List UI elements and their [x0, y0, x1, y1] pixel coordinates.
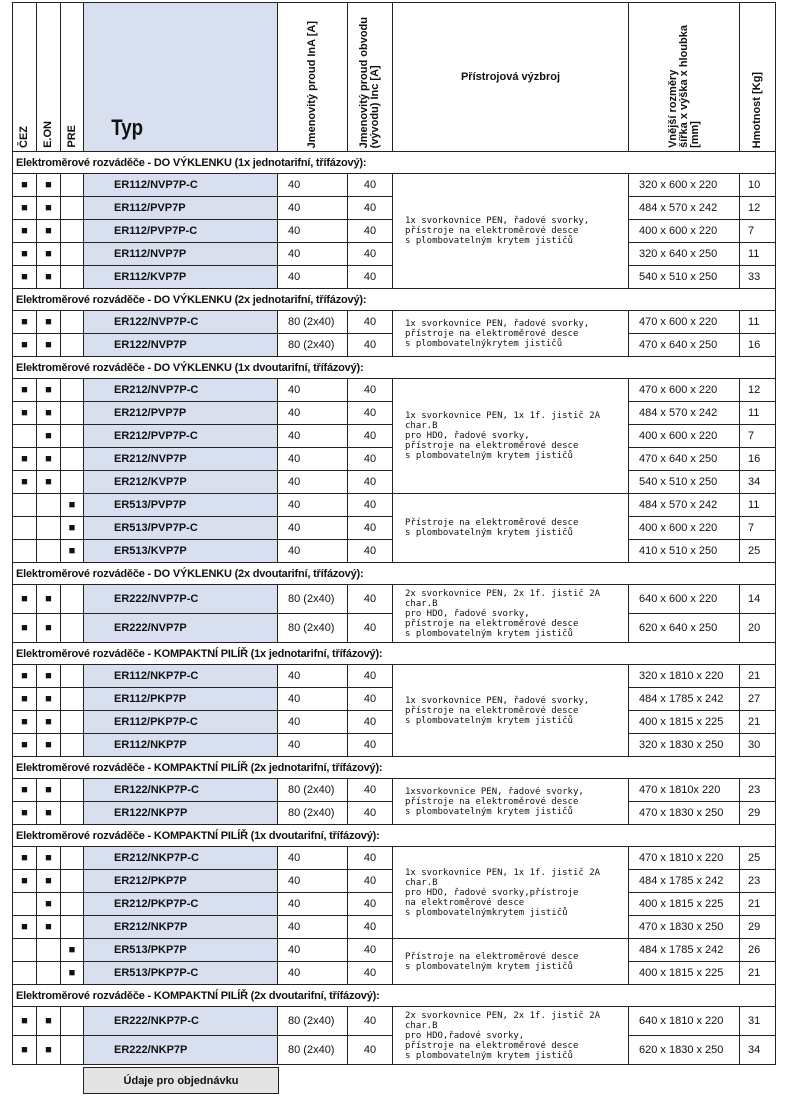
circuit-current-cell: 40 — [348, 334, 393, 357]
type-cell: ER513/PVP7P-C — [84, 517, 278, 540]
rated-current-cell: 40 — [278, 540, 348, 563]
eon-mark: ■ — [37, 711, 61, 734]
weight-cell: 34 — [740, 1036, 776, 1065]
section-title: Elektroměrové rozváděče - DO VÝKLENKU (2x dvoutarifní, třífázový): — [13, 563, 776, 585]
pre-mark — [61, 448, 84, 471]
equipment-cell: 2x svorkovnice PEN, 2x 1f. jistič 2A char.B pro HDO, řadové svorky, přístroje na elektroměrové desce s plombovatelným krytem jističů — [393, 585, 629, 643]
type-cell: ER122/NVP7P — [84, 334, 278, 357]
type-cell: ER222/NKP7P-C — [84, 1007, 278, 1036]
type-cell: ER212/PVP7P — [84, 402, 278, 425]
dimensions-cell: 320 x 1810 x 220 — [629, 665, 740, 688]
cez-mark: ■ — [13, 402, 37, 425]
eon-mark — [37, 517, 61, 540]
dimensions-cell: 470 x 1810 x 220 — [629, 847, 740, 870]
circuit-current-cell: 40 — [348, 266, 393, 289]
dimensions-cell: 484 x 1785 x 242 — [629, 939, 740, 962]
dimensions-cell: 484 x 1785 x 242 — [629, 870, 740, 893]
equipment-cell: 2x svorkovnice PEN, 2x 1f. jistič 2A char.B pro HDO,řadové svorky, přístroje na elektroměrové desce s plombovatelným krytem jističů — [393, 1007, 629, 1065]
equipment-cell: Přístroje na elektroměrové desce s plombovatelným krytem jističů — [393, 939, 629, 985]
section-header — [13, 152, 776, 174]
section-header — [13, 757, 776, 779]
circuit-current-cell: 40 — [348, 379, 393, 402]
cez-mark: ■ — [13, 266, 37, 289]
eon-mark: ■ — [37, 870, 61, 893]
weight-cell: 30 — [740, 734, 776, 757]
pre-mark — [61, 916, 84, 939]
table-row — [13, 1007, 776, 1036]
cez-mark: ■ — [13, 614, 37, 643]
rated-current-cell: 80 (2x40) — [278, 585, 348, 614]
weight-cell: 12 — [740, 197, 776, 220]
circuit-current-cell: 40 — [348, 614, 393, 643]
dimensions-cell: 400 x 1815 x 225 — [629, 893, 740, 916]
pre-mark — [61, 734, 84, 757]
circuit-current-cell: 40 — [348, 939, 393, 962]
rated-current-cell: 40 — [278, 962, 348, 985]
weight-cell: 29 — [740, 916, 776, 939]
type-cell: ER112/NVP7P-C — [84, 174, 278, 197]
section-header — [13, 825, 776, 847]
rated-current-cell: 80 (2x40) — [278, 802, 348, 825]
cez-mark: ■ — [13, 471, 37, 494]
cez-mark: ■ — [13, 1036, 37, 1065]
weight-cell: 21 — [740, 665, 776, 688]
table-row — [13, 665, 776, 688]
weight-cell: 33 — [740, 266, 776, 289]
eon-mark: ■ — [37, 802, 61, 825]
eon-mark: ■ — [37, 448, 61, 471]
pre-mark — [61, 688, 84, 711]
type-cell: ER222/NVP7P-C — [84, 585, 278, 614]
circuit-current-cell: 40 — [348, 540, 393, 563]
rated-current-cell: 80 (2x40) — [278, 311, 348, 334]
header-pre: PRE — [61, 3, 84, 152]
section-header — [13, 289, 776, 311]
cez-mark: ■ — [13, 688, 37, 711]
pre-mark — [61, 220, 84, 243]
type-cell: ER112/NVP7P — [84, 243, 278, 266]
type-cell: ER112/NKP7P — [84, 734, 278, 757]
section-title: Elektroměrové rozváděče - DO VÝKLENKU (2x jednotarifní, třífázový): — [13, 289, 776, 311]
eon-mark: ■ — [37, 379, 61, 402]
cez-mark — [13, 893, 37, 916]
dimensions-cell: 484 x 570 x 242 — [629, 494, 740, 517]
circuit-current-cell: 40 — [348, 311, 393, 334]
section-header — [13, 563, 776, 585]
cez-mark: ■ — [13, 734, 37, 757]
header-dimensions: Vnější rozměry šířka x výška x hloubka [mm] — [629, 3, 740, 152]
order-info-label: Údaje pro objednávku — [123, 1074, 239, 1087]
pre-mark — [61, 174, 84, 197]
dimensions-cell: 540 x 510 x 250 — [629, 471, 740, 494]
rated-current-cell: 40 — [278, 220, 348, 243]
weight-cell: 34 — [740, 471, 776, 494]
cez-mark: ■ — [13, 197, 37, 220]
cez-mark — [13, 425, 37, 448]
type-cell: ER513/PKP7P — [84, 939, 278, 962]
circuit-current-cell: 40 — [348, 711, 393, 734]
eon-mark: ■ — [37, 779, 61, 802]
pre-mark — [61, 1036, 84, 1065]
equipment-cell: Přístroje na elektroměrové desce s plombovatelným krytem jističů — [393, 494, 629, 563]
header-cez: ČEZ — [13, 3, 37, 152]
circuit-current-cell: 40 — [348, 893, 393, 916]
dimensions-cell: 320 x 600 x 220 — [629, 174, 740, 197]
pre-mark — [61, 847, 84, 870]
pre-mark: ■ — [61, 494, 84, 517]
type-cell: ER112/KVP7P — [84, 266, 278, 289]
rated-current-cell: 40 — [278, 665, 348, 688]
circuit-current-cell: 40 — [348, 425, 393, 448]
dimensions-cell: 484 x 570 x 242 — [629, 402, 740, 425]
eon-mark: ■ — [37, 688, 61, 711]
table-row — [13, 847, 776, 870]
weight-cell: 26 — [740, 939, 776, 962]
pre-mark: ■ — [61, 962, 84, 985]
eon-mark: ■ — [37, 1007, 61, 1036]
table-row — [13, 494, 776, 517]
dimensions-cell: 410 x 510 x 250 — [629, 540, 740, 563]
type-cell: ER112/NKP7P-C — [84, 665, 278, 688]
circuit-current-cell: 40 — [348, 916, 393, 939]
weight-cell: 7 — [740, 425, 776, 448]
type-cell: ER212/NKP7P — [84, 916, 278, 939]
pre-mark — [61, 779, 84, 802]
weight-cell: 27 — [740, 688, 776, 711]
pre-mark — [61, 802, 84, 825]
dimensions-cell: 470 x 640 x 250 — [629, 334, 740, 357]
weight-cell: 31 — [740, 1007, 776, 1036]
rated-current-cell: 40 — [278, 734, 348, 757]
dimensions-cell: 470 x 600 x 220 — [629, 311, 740, 334]
pre-mark — [61, 379, 84, 402]
cez-mark: ■ — [13, 665, 37, 688]
eon-mark: ■ — [37, 174, 61, 197]
header-equipment: Přístrojová výzbroj — [393, 3, 629, 152]
dimensions-cell: 400 x 1815 x 225 — [629, 711, 740, 734]
circuit-current-cell: 40 — [348, 220, 393, 243]
circuit-current-cell: 40 — [348, 734, 393, 757]
dimensions-cell: 484 x 570 x 242 — [629, 197, 740, 220]
pre-mark — [61, 402, 84, 425]
dimensions-cell: 400 x 600 x 220 — [629, 425, 740, 448]
cez-mark — [13, 540, 37, 563]
type-cell: ER212/PKP7P — [84, 870, 278, 893]
circuit-current-cell: 40 — [348, 779, 393, 802]
pre-mark — [61, 334, 84, 357]
header-row — [13, 3, 776, 152]
table-row — [13, 174, 776, 197]
dimensions-cell: 470 x 600 x 220 — [629, 379, 740, 402]
pre-mark: ■ — [61, 540, 84, 563]
pre-mark — [61, 311, 84, 334]
circuit-current-cell: 40 — [348, 1036, 393, 1065]
rated-current-cell: 40 — [278, 174, 348, 197]
weight-cell: 20 — [740, 614, 776, 643]
cez-mark — [13, 962, 37, 985]
rated-current-cell: 40 — [278, 448, 348, 471]
circuit-current-cell: 40 — [348, 243, 393, 266]
circuit-current-cell: 40 — [348, 802, 393, 825]
rated-current-cell: 80 (2x40) — [278, 1007, 348, 1036]
eon-mark — [37, 962, 61, 985]
dimensions-cell: 540 x 510 x 250 — [629, 266, 740, 289]
eon-mark: ■ — [37, 847, 61, 870]
cez-mark: ■ — [13, 802, 37, 825]
weight-cell: 7 — [740, 517, 776, 540]
eon-mark: ■ — [37, 893, 61, 916]
cez-mark: ■ — [13, 1007, 37, 1036]
circuit-current-cell: 40 — [348, 494, 393, 517]
product-table — [12, 2, 776, 1065]
table-row — [13, 585, 776, 614]
circuit-current-cell: 40 — [348, 870, 393, 893]
rated-current-cell: 40 — [278, 688, 348, 711]
header-rated-current: Jmenovitý proud InA [A] — [278, 3, 348, 152]
type-cell: ER112/PKP7P — [84, 688, 278, 711]
eon-mark: ■ — [37, 243, 61, 266]
eon-mark: ■ — [37, 425, 61, 448]
eon-mark: ■ — [37, 197, 61, 220]
eon-mark: ■ — [37, 665, 61, 688]
equipment-cell: 1x svorkovnice PEN, řadové svorky, přístroje na elektroměrové desce s plombovatelnýkrytem jističů — [393, 311, 629, 357]
cez-mark: ■ — [13, 870, 37, 893]
pre-mark — [61, 266, 84, 289]
cez-mark: ■ — [13, 220, 37, 243]
type-cell: ER112/PVP7P — [84, 197, 278, 220]
section-header — [13, 357, 776, 379]
weight-cell: 12 — [740, 379, 776, 402]
rated-current-cell: 40 — [278, 197, 348, 220]
type-cell: ER212/NVP7P — [84, 448, 278, 471]
weight-cell: 29 — [740, 802, 776, 825]
cez-mark: ■ — [13, 448, 37, 471]
rated-current-cell: 80 (2x40) — [278, 1036, 348, 1065]
equipment-cell: 1x svorkovnice PEN, řadové svorky, přístroje na elektroměrové desce s plombovatelným krytem jističů — [393, 665, 629, 757]
pre-mark — [61, 614, 84, 643]
circuit-current-cell: 40 — [348, 517, 393, 540]
weight-cell: 10 — [740, 174, 776, 197]
weight-cell: 23 — [740, 779, 776, 802]
cez-mark — [13, 494, 37, 517]
dimensions-cell: 640 x 1810 x 220 — [629, 1007, 740, 1036]
header-eon: E.ON — [37, 3, 61, 152]
table-row — [13, 379, 776, 402]
table-row — [13, 779, 776, 802]
type-cell: ER513/KVP7P — [84, 540, 278, 563]
section-header — [13, 985, 776, 1007]
pre-mark — [61, 870, 84, 893]
dimensions-cell: 320 x 1830 x 250 — [629, 734, 740, 757]
rated-current-cell: 40 — [278, 847, 348, 870]
circuit-current-cell: 40 — [348, 402, 393, 425]
circuit-current-cell: 40 — [348, 665, 393, 688]
rated-current-cell: 80 (2x40) — [278, 779, 348, 802]
rated-current-cell: 40 — [278, 711, 348, 734]
type-cell: ER212/NVP7P-C — [84, 379, 278, 402]
pre-mark: ■ — [61, 939, 84, 962]
header-weight: Hmotnost [Kg] — [740, 3, 776, 152]
rated-current-cell: 40 — [278, 916, 348, 939]
cez-mark: ■ — [13, 916, 37, 939]
dimensions-cell: 620 x 1830 x 250 — [629, 1036, 740, 1065]
pre-mark — [61, 893, 84, 916]
rated-current-cell: 40 — [278, 425, 348, 448]
type-cell: ER513/PKP7P-C — [84, 962, 278, 985]
type-cell: ER212/PKP7P-C — [84, 893, 278, 916]
cez-mark: ■ — [13, 174, 37, 197]
circuit-current-cell: 40 — [348, 1007, 393, 1036]
cez-mark: ■ — [13, 243, 37, 266]
eon-mark: ■ — [37, 916, 61, 939]
dimensions-cell: 620 x 640 x 250 — [629, 614, 740, 643]
eon-mark: ■ — [37, 311, 61, 334]
dimensions-cell: 470 x 1810x 220 — [629, 779, 740, 802]
circuit-current-cell: 40 — [348, 585, 393, 614]
dimensions-cell: 640 x 600 x 220 — [629, 585, 740, 614]
rated-current-cell: 40 — [278, 243, 348, 266]
rated-current-cell: 40 — [278, 893, 348, 916]
cez-mark: ■ — [13, 779, 37, 802]
dimensions-cell: 400 x 600 x 220 — [629, 220, 740, 243]
circuit-current-cell: 40 — [348, 847, 393, 870]
section-title: Elektroměrové rozváděče - DO VÝKLENKU (1x dvoutarifní, třífázový): — [13, 357, 776, 379]
weight-cell: 11 — [740, 494, 776, 517]
weight-cell: 16 — [740, 448, 776, 471]
circuit-current-cell: 40 — [348, 688, 393, 711]
weight-cell: 23 — [740, 870, 776, 893]
eon-mark: ■ — [37, 220, 61, 243]
circuit-current-cell: 40 — [348, 962, 393, 985]
type-cell: ER212/NKP7P-C — [84, 847, 278, 870]
cez-mark: ■ — [13, 311, 37, 334]
equipment-cell: 1x svorkovnice PEN, 1x 1f. jistič 2A char.B pro HDO, řadové svorky, přístroje na elektroměrové desce s plombovatelným krytem jističů — [393, 379, 629, 494]
pre-mark — [61, 665, 84, 688]
pre-mark: ■ — [61, 517, 84, 540]
type-cell: ER222/NVP7P — [84, 614, 278, 643]
rated-current-cell: 40 — [278, 870, 348, 893]
order-info-button[interactable] — [83, 1067, 279, 1094]
type-cell: ER212/PVP7P-C — [84, 425, 278, 448]
dimensions-cell: 320 x 640 x 250 — [629, 243, 740, 266]
cez-mark — [13, 939, 37, 962]
dimensions-cell: 400 x 600 x 220 — [629, 517, 740, 540]
weight-cell: 11 — [740, 402, 776, 425]
pre-mark — [61, 425, 84, 448]
type-cell: ER112/PVP7P-C — [84, 220, 278, 243]
type-cell: ER122/NKP7P-C — [84, 779, 278, 802]
type-cell: ER212/KVP7P — [84, 471, 278, 494]
rated-current-cell: 40 — [278, 471, 348, 494]
dimensions-cell: 470 x 1830 x 250 — [629, 916, 740, 939]
eon-mark: ■ — [37, 402, 61, 425]
table-row — [13, 939, 776, 962]
eon-mark: ■ — [37, 614, 61, 643]
type-cell: ER112/PKP7P-C — [84, 711, 278, 734]
rated-current-cell: 40 — [278, 266, 348, 289]
header-circuit-current: Jmenovitý proud obvodu (vývodu) Inc [A] — [348, 3, 393, 152]
section-header — [13, 643, 776, 665]
weight-cell: 21 — [740, 962, 776, 985]
section-title: Elektroměrové rozváděče - KOMPAKTNÍ PILÍŘ (1x dvoutarifní, třífázový): — [13, 825, 776, 847]
pre-mark — [61, 471, 84, 494]
weight-cell: 11 — [740, 311, 776, 334]
pre-mark — [61, 585, 84, 614]
section-title: Elektroměrové rozváděče - DO VÝKLENKU (1x jednotarifní, třífázový): — [13, 152, 776, 174]
cez-mark: ■ — [13, 379, 37, 402]
pre-mark — [61, 1007, 84, 1036]
weight-cell: 25 — [740, 540, 776, 563]
type-cell: ER122/NKP7P — [84, 802, 278, 825]
weight-cell: 16 — [740, 334, 776, 357]
rated-current-cell: 80 (2x40) — [278, 334, 348, 357]
eon-mark: ■ — [37, 585, 61, 614]
rated-current-cell: 40 — [278, 402, 348, 425]
dimensions-cell: 484 x 1785 x 242 — [629, 688, 740, 711]
header-typ: Typ — [84, 3, 278, 152]
weight-cell: 25 — [740, 847, 776, 870]
table-row — [13, 311, 776, 334]
weight-cell: 21 — [740, 893, 776, 916]
section-title: Elektroměrové rozváděče - KOMPAKTNÍ PILÍŘ (2x jednotarifní, třífázový): — [13, 757, 776, 779]
dimensions-cell: 470 x 640 x 250 — [629, 448, 740, 471]
pre-mark — [61, 711, 84, 734]
eon-mark: ■ — [37, 1036, 61, 1065]
section-title: Elektroměrové rozváděče - KOMPAKTNÍ PILÍŘ (2x dvoutarifní, třífázový): — [13, 985, 776, 1007]
circuit-current-cell: 40 — [348, 448, 393, 471]
equipment-cell: 1x svorkovnice PEN, 1x 1f. jistič 2A char.B pro HDO, řadové svorky,přístroje na elektroměrové desce s plombovatelnýmkrytem jističů — [393, 847, 629, 939]
pre-mark — [61, 197, 84, 220]
circuit-current-cell: 40 — [348, 197, 393, 220]
rated-current-cell: 80 (2x40) — [278, 614, 348, 643]
dimensions-cell: 400 x 1815 x 225 — [629, 962, 740, 985]
eon-mark: ■ — [37, 734, 61, 757]
eon-mark — [37, 540, 61, 563]
eon-mark: ■ — [37, 471, 61, 494]
cez-mark: ■ — [13, 711, 37, 734]
cez-mark: ■ — [13, 334, 37, 357]
weight-cell: 11 — [740, 243, 776, 266]
eon-mark: ■ — [37, 334, 61, 357]
weight-cell: 14 — [740, 585, 776, 614]
type-cell: ER122/NVP7P-C — [84, 311, 278, 334]
rated-current-cell: 40 — [278, 494, 348, 517]
equipment-cell: 1xsvorkovnice PEN, řadové svorky, přístroje na elektroměrové desce s plombovatelným krytem jističů — [393, 779, 629, 825]
weight-cell: 7 — [740, 220, 776, 243]
circuit-current-cell: 40 — [348, 471, 393, 494]
type-cell: ER513/PVP7P — [84, 494, 278, 517]
eon-mark: ■ — [37, 266, 61, 289]
eon-mark — [37, 494, 61, 517]
cez-mark: ■ — [13, 847, 37, 870]
cez-mark: ■ — [13, 585, 37, 614]
weight-cell: 21 — [740, 711, 776, 734]
eon-mark — [37, 939, 61, 962]
dimensions-cell: 470 x 1830 x 250 — [629, 802, 740, 825]
type-cell: ER222/NKP7P — [84, 1036, 278, 1065]
circuit-current-cell: 40 — [348, 174, 393, 197]
rated-current-cell: 40 — [278, 379, 348, 402]
cez-mark — [13, 517, 37, 540]
pre-mark — [61, 243, 84, 266]
equipment-cell: 1x svorkovnice PEN, řadové svorky, přístroje na elektroměrové desce s plombovatelným krytem jističů — [393, 174, 629, 289]
rated-current-cell: 40 — [278, 939, 348, 962]
rated-current-cell: 40 — [278, 517, 348, 540]
section-title: Elektroměrové rozváděče - KOMPAKTNÍ PILÍŘ (1x jednotarifní, třífázový): — [13, 643, 776, 665]
